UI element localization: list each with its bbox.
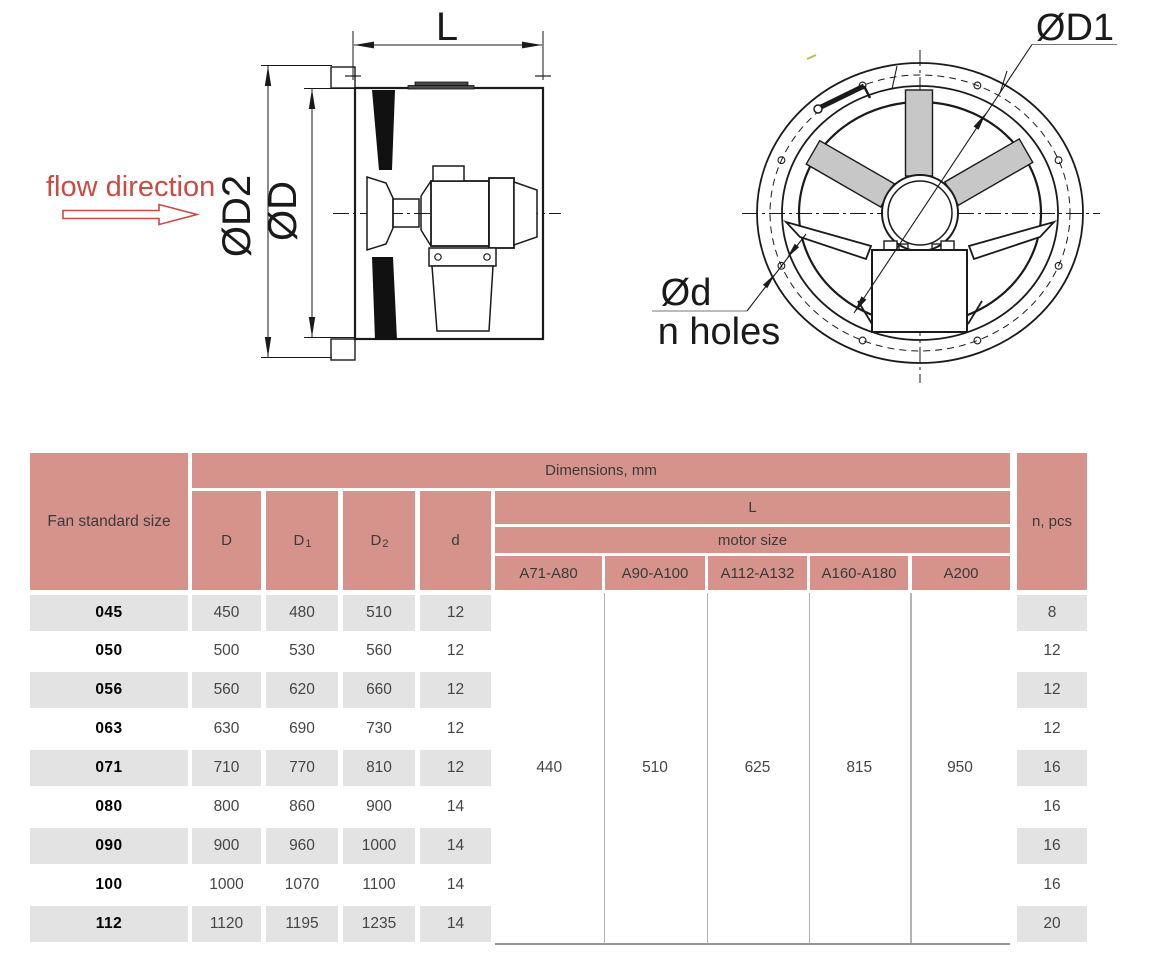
fan-size: 050 — [95, 642, 123, 660]
header-motor-a112-a132: A112-A132 — [708, 556, 807, 590]
stray-mark — [807, 55, 816, 59]
header-col-D1: D $_1$ — [266, 491, 338, 590]
header-motor-a200: A200 — [912, 556, 1010, 590]
fan-size: 056 — [30, 672, 188, 708]
flow-direction-arrow — [63, 205, 197, 225]
table-row: 050 500 530 560 12 12 — [30, 632, 1087, 671]
impeller-blade-top — [372, 90, 395, 170]
header-motor-a160-a180: A160-A180 — [810, 556, 908, 590]
fan-size: 090 — [30, 828, 188, 864]
dim-label-D1: ØD1 — [1035, 7, 1115, 49]
l-value: 950 — [947, 759, 973, 776]
l-value: 440 — [536, 759, 563, 776]
fan-size: 080 — [95, 798, 123, 815]
impeller-blade-bottom — [372, 257, 397, 340]
terminal-box — [872, 241, 967, 332]
handle — [415, 82, 468, 86]
dim-arrow-left — [354, 42, 374, 49]
fan-size: 100 — [95, 875, 123, 893]
dim-label-D: ØD — [261, 181, 305, 241]
header-col-D: D — [192, 491, 261, 590]
technical-drawing — [0, 0, 1169, 450]
header-col-L: L — [495, 491, 1010, 524]
impeller-hub — [367, 177, 393, 250]
l-value: 815 — [846, 759, 873, 776]
header-fan-standard-size: Fan standard size — [30, 453, 188, 590]
fan-size: 063 — [95, 720, 123, 738]
motor-support — [429, 248, 496, 331]
motor — [393, 166, 537, 248]
header-n-pcs: n, pcs — [1017, 453, 1087, 590]
table-row: 090 900 960 1000 14 16 — [30, 826, 1087, 865]
dim-label-d: Ød — [660, 272, 712, 314]
table-row: 100 1000 1070 1100 14 16 — [30, 865, 1087, 904]
header-col-d: d — [420, 491, 491, 590]
dim-label-n-holes: n holes — [657, 311, 781, 353]
header-motor-size: motor size — [495, 527, 1010, 553]
table-row: 080 800 860 900 14 16 — [30, 788, 1087, 827]
flow-direction-label: flow direction — [46, 171, 216, 203]
l-value: 510 — [642, 759, 668, 776]
header-col-D2: D $_2$ — [343, 491, 415, 590]
table-row: 056 560 620 660 12 12 — [30, 671, 1087, 710]
inlet-flange-top — [331, 67, 355, 88]
table-row: 112 1120 1195 1235 14 20 — [30, 904, 1087, 943]
header-motor-a90-a100: A90-A100 — [605, 556, 705, 590]
table-row: 045 450 480 510 12 8 — [30, 593, 1087, 632]
dim-label-D2: ØD2 — [215, 174, 259, 258]
dim-arrow-right — [522, 42, 542, 49]
l-value: 625 — [744, 759, 771, 776]
table-row: 071 710 770 810 12 16 — [30, 749, 1087, 788]
side-view-drawing — [261, 31, 561, 360]
fan-size: 045 — [30, 595, 188, 631]
dim-label-L: L — [435, 5, 459, 49]
dimensions-table — [30, 453, 1087, 948]
header-dimensions-mm: Dimensions, mm — [192, 453, 1010, 488]
flow-direction-annotation — [46, 171, 215, 225]
inlet-flange-bottom — [331, 339, 355, 360]
fan-size: 071 — [30, 750, 188, 786]
header-motor-a71-a80: A71-A80 — [495, 556, 602, 590]
fan-size: 112 — [30, 906, 188, 942]
table-row: 063 630 690 730 12 12 — [30, 710, 1087, 749]
